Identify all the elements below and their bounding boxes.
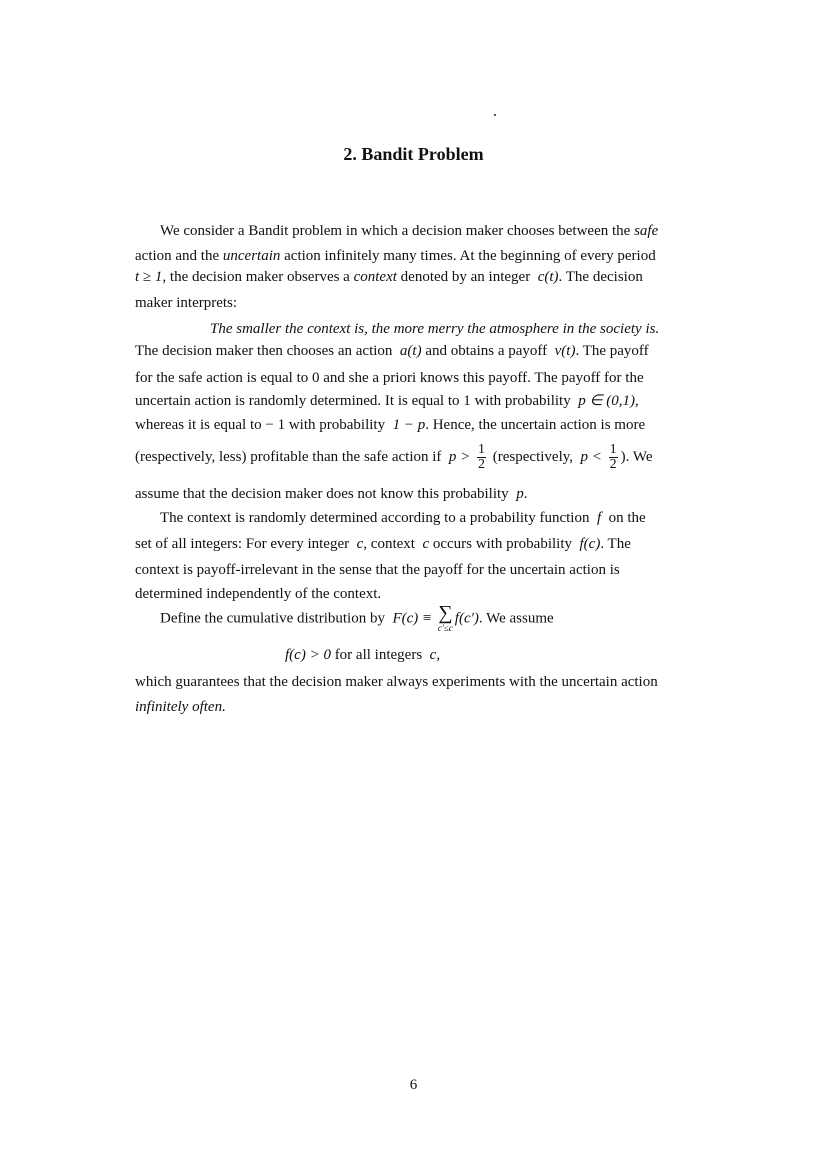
p2-line-3: context is payoff-irrelevant in the sense that the payoff for the uncertain action is	[135, 562, 620, 578]
page-number: 6	[409, 1077, 418, 1093]
math-c-2: c	[422, 536, 430, 552]
math-p-greater: p >	[448, 449, 471, 465]
p3-l1-text-a: Define the cumulative distribution by	[160, 610, 385, 627]
p1-l10-text-c: ). We	[620, 449, 653, 465]
p1-l6-text-c: . The payoff	[575, 343, 649, 359]
p1-l9-text-a: whereas it is equal to − 1 with probability	[135, 417, 386, 433]
term-context: context	[353, 269, 397, 285]
math-t-geq-1: t ≥ 1	[135, 269, 163, 285]
frac-numerator-2: 1	[609, 442, 617, 458]
p3-line-3: which guarantees that the decision maker always experiments with the uncertain action	[135, 674, 658, 690]
quote-text: The smaller the context is, the more merry the atmosphere in the society is.	[210, 321, 660, 337]
term-safe: safe	[634, 223, 659, 239]
summation-symbol: ∑ c′≤c	[437, 602, 453, 633]
p2-l1-text-b: on the	[608, 510, 646, 526]
scan-speck	[494, 114, 496, 116]
p1-line-3	[135, 268, 729, 286]
frac-denominator-2: 2	[609, 457, 617, 473]
p1-line-8	[135, 392, 729, 410]
p1-line-10	[135, 442, 729, 472]
p1-l8-text-b: ,	[635, 393, 639, 409]
math-v-t: v(t)	[554, 343, 576, 359]
p2-line-4: determined independently of the context.	[135, 586, 382, 602]
p1-l10-text-b: (respectively,	[492, 449, 574, 465]
math-F-c-def: F(c) ≡	[392, 610, 433, 627]
p1-l2-text-a: action and the	[135, 248, 220, 264]
math-f-c-prime: f(c′)	[454, 610, 479, 627]
p1-line-2	[135, 247, 729, 265]
math-c-t: c(t)	[537, 269, 559, 285]
p1-quote	[135, 320, 729, 338]
section-title: 2. Bandit Problem	[343, 144, 484, 164]
p2-l2-text-b: , context	[363, 536, 415, 552]
p1-line-1	[135, 222, 729, 240]
p1-line-11	[135, 485, 729, 503]
p1-l1-text: We consider a Bandit problem in which a decision maker chooses between the	[160, 223, 631, 239]
fraction-one-half-2	[609, 443, 618, 472]
p1-line-6	[135, 342, 729, 360]
p3-l1-text-b: . We assume	[478, 610, 554, 627]
math-f-c: f(c)	[579, 536, 601, 552]
frac-denominator: 2	[478, 457, 486, 473]
sum-subscript: c′≤c	[437, 623, 453, 633]
p2-line-1	[135, 509, 729, 527]
p3-line-4	[135, 698, 729, 716]
p1-l2-text-b: action infinitely many times. At the beginning of every period	[284, 248, 656, 264]
p2-line-2	[135, 535, 729, 553]
math-p-less: p <	[580, 449, 602, 465]
p1-line-7: for the safe action is equal to 0 and she a priori knows this payoff. The payoff for the	[135, 370, 644, 386]
math-one-minus-p: 1 − p	[392, 417, 426, 433]
p1-l6-text-a: The decision maker then chooses an action	[135, 343, 393, 359]
term-infinitely-often: infinitely often.	[135, 699, 226, 715]
p1-line-4: maker interprets:	[135, 295, 238, 311]
p2-l2-text-c: occurs with probability	[432, 536, 572, 552]
p1-line-9	[135, 416, 729, 434]
term-uncertain: uncertain	[222, 248, 281, 264]
p1-l3-text-b: denoted by an integer	[400, 269, 531, 285]
math-f-c-positive: f(c) > 0	[285, 647, 331, 663]
math-a-t: a(t)	[399, 343, 422, 359]
p3-line-1	[135, 604, 729, 634]
p1-l11-text-b: .	[523, 486, 528, 502]
p2-l2-text-d: . The	[600, 536, 631, 552]
p1-l3-text-c: . The decision	[558, 269, 643, 285]
p1-l10-text-a: (respectively, less) profitable than the safe action if	[135, 449, 442, 465]
p3-eq-comma: ,	[436, 647, 441, 663]
fraction-one-half	[477, 443, 486, 472]
p1-l11-text-a: assume that the decision maker does not know this probability	[135, 486, 509, 502]
math-p: p	[516, 486, 524, 502]
math-c: c	[356, 536, 364, 552]
frac-numerator: 1	[478, 442, 486, 458]
math-f: f	[596, 510, 602, 526]
math-p-in-01: p ∈ (0,1)	[578, 393, 636, 409]
p2-l1-text-a: The context is randomly determined according to a probability function	[160, 510, 590, 526]
p1-l9-text-b: . Hence, the uncertain action is more	[425, 417, 646, 433]
p3-eq-text: for all integers	[334, 647, 423, 663]
p1-l8-text-a: uncertain action is randomly determined. It is equal to 1 with probability	[135, 393, 571, 409]
p1-l6-text-b: and obtains a payoff	[425, 343, 548, 359]
p2-l2-text-a: set of all integers: For every integer	[135, 536, 350, 552]
p1-l3-text-a: , the decision maker observes a	[162, 269, 350, 285]
p3-equation	[135, 646, 729, 664]
math-c-3: c	[429, 647, 437, 663]
